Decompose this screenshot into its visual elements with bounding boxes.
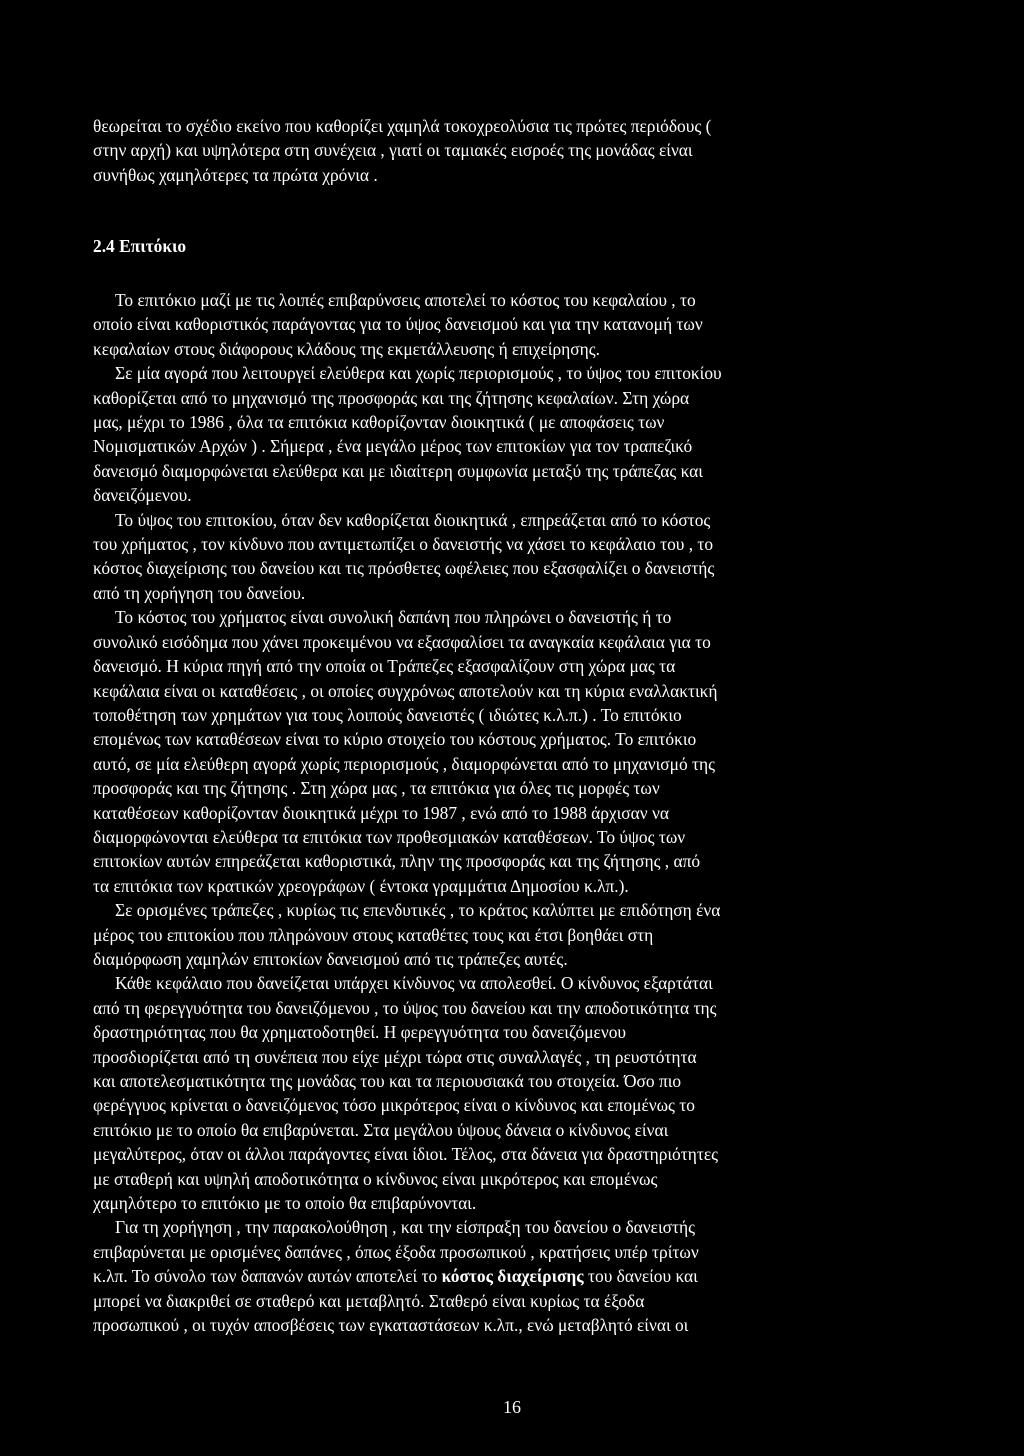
text-line: μεγαλύτερος, όταν οι άλλοι παράγοντες είναι ίδιοι. Τέλος, στα δάνεια για δραστηριότητες [93, 1144, 719, 1165]
text-line: κεφαλαίων στους διάφορους κλάδους της εκμετάλλευσης ή επιχείρησης. [93, 338, 600, 359]
text-line: καταθέσεων καθορίζονταν διοικητικά μέχρι το 1987 , ενώ από το 1988 άρχισαν να [93, 802, 669, 823]
text-line: συνήθως χαμηλότερες τα πρώτα χρόνια . [93, 164, 378, 185]
text-line: τοποθέτηση των χρημάτων για τους λοιπούς δανειστές ( ιδιώτες κ.λ.π.) . Το επιτόκιο [93, 704, 682, 725]
text-line: Το κόστος του χρήματος είναι συνολική δαπάνη που πληρώνει ο δανειστής ή το [115, 607, 672, 628]
text-line: δανεισμό διαμορφώνεται ελεύθερα και με ιδιαίτερη συμφωνία μεταξύ της τράπεζας και [93, 460, 703, 481]
text-line: στην αρχή) και υψηλότερα στη συνέχεια , γιατί οι ταμιακές εισροές της μονάδας είναι [93, 140, 693, 161]
text-line: συνολικό εισόδημα που χάνει προκειμένου να εξασφαλίσει τα αναγκαία κεφάλαια για το [93, 631, 711, 652]
emphasized-term: κόστος διαχείρισης [441, 1266, 584, 1287]
section-body [93, 288, 853, 1337]
text-line: δραστηριότητας που θα χρηματοδοτηθεί. Η φερεγγυότητα του δανειζόμενου [93, 1022, 627, 1043]
text-line: Νομισματικών Αρχών ) . Σήμερα , ένα μεγάλο μέρος των επιτοκίων για τον τραπεζικό [93, 436, 693, 457]
text-line: κόστος διαχείρισης του δανείου και τις πρόσθετες ωφέλειες που εξασφαλίζει ο δανειστής [93, 558, 715, 579]
text-line: επιβαρύνεται με ορισμένες δαπάνες , όπως έξοδα προσωπικού , κρατήσεις υπέρ τρίτων [93, 1241, 699, 1262]
text-line-emphasis: κ.λπ. Το σύνολο των δαπανών αυτών αποτελεί το κόστος διαχείρισης του δανείου και [93, 1266, 698, 1287]
text-line: φερέγγυος κρίνεται ο δανειζόμενος τόσο μικρότερος είναι ο κίνδυνος και επομένως το [93, 1095, 695, 1116]
text-line: τα επιτόκια των κρατικών χρεογράφων ( έντοκα γραμμάτια Δημοσίου κ.λπ.). [93, 875, 629, 896]
text-line: προσδιορίζεται από τη συνέπεια που είχε μέχρι τώρα στις συναλλαγές , τη ρευστότητα [93, 1046, 697, 1067]
text-line: δανειζόμενου. [93, 485, 192, 506]
text-line: χαμηλότερο το επιτόκιο με το οποίο θα επιβαρύνονται. [93, 1193, 477, 1214]
text-line: και αποτελεσματικότητα της μονάδας του και τα περιουσιακά του στοιχεία. Όσο πιο [93, 1071, 682, 1091]
text-line: Το επιτόκιο μαζί με τις λοιπές επιβαρύνσεις αποτελεί το κόστος του κεφαλαίου , το [115, 290, 696, 310]
text-line: από τη χορήγηση του δανείου. [93, 582, 306, 603]
text-line: Σε ορισμένες τράπεζες , κυρίως τις επενδυτικές , το κράτος καλύπτει με επιδότηση ένα [115, 900, 721, 921]
text-line: Το ύψος του επιτοκίου, όταν δεν καθορίζεται διοικητικά , επηρεάζεται από το κόστος [115, 509, 711, 530]
text-line: επιτοκίων αυτών επηρεάζεται καθοριστικά, πλην της προσφοράς και της ζήτησης , από [93, 851, 701, 872]
text-line: κεφάλαια είναι οι καταθέσεις , οι οποίες συγχρόνως αποτελούν και τη κύρια εναλλακτική [93, 680, 718, 701]
text-line: επιτόκιο με το οποίο θα επιβαρύνεται. Στα μεγάλου ύψους δάνεια ο κίνδυνος είναι [93, 1119, 669, 1140]
text-line: Κάθε κεφάλαιο που δανείζεται υπάρχει κίνδυνος να απολεσθεί. Ο κίνδυνος εξαρτάται [115, 973, 713, 994]
text-line: με σταθερή και υψηλή αποδοτικότητα ο κίνδυνος είναι μικρότερος και επομένως [93, 1168, 658, 1189]
text-line: καθορίζεται από το μηχανισμό της προσφοράς και της ζήτησης κεφαλαίων. Στη χώρα [93, 387, 690, 408]
text-line: οποίο είναι καθοριστικός παράγοντας για το ύψος δανεισμού και για την κατανομή των [93, 314, 703, 335]
text-line: από τη φερεγγυότητα του δανειζόμενου , το ύψος του δανείου και την αποδοτικότητα της [93, 997, 717, 1018]
text-line: προσφοράς και της ζήτησης . Στη χώρα μας , τα επιτόκια για όλες τις μορφές των [93, 778, 660, 799]
text-line: προσωπικού , οι τυχόν αποσβέσεις των εγκαταστάσεων κ.λπ., ενώ μεταβλητό είναι οι [93, 1315, 689, 1336]
text-line: μέρος του επιτοκίου που πληρώνουν στους καταθέτες τους και έτσι βοηθάει στη [93, 924, 654, 945]
text-line: μας, μέχρι το 1986 , όλα τα επιτόκια καθορίζονταν διοικητικά ( με αποφάσεις των [93, 412, 665, 433]
text-line: Για τη χορήγηση , την παρακολούθηση , και την είσπραξη του δανείου ο δανειστής [115, 1217, 695, 1238]
section-heading: 2.4 Επιτόκιο [93, 236, 187, 256]
text-line: αυτό, σε μία ελεύθερη αγορά χωρίς περιορισμούς , διαμορφώνεται από το μηχανισμό της [93, 753, 715, 774]
text-line: του χρήματος , τον κίνδυνο που αντιμετωπίζει ο δανειστής να χάσει το κεφάλαιο του , το [93, 534, 714, 555]
text-line: Σε μία αγορά που λειτουργεί ελεύθερα και χωρίς περιορισμούς , το ύψος του επιτοκίου [115, 363, 722, 384]
text-line: δανεισμό. Η κύρια πηγή από την οποία οι Τράπεζες εξασφαλίζουν στη χώρα μας τα [93, 656, 676, 677]
text-line: μπορεί να διακριθεί σε σταθερό και μεταβλητό. Σταθερό είναι κυρίως τα έξοδα [93, 1290, 645, 1311]
intro-paragraph [93, 114, 853, 187]
text-line: διαμόρφωση χαμηλών επιτοκίων δανεισμού από τις τράπεζες αυτές. [93, 948, 568, 969]
text-line: θεωρείται το σχέδιο εκείνο που καθορίζει χαμηλά τοκοχρεολύσια τις πρώτες περιόδους ( [93, 116, 712, 136]
text-line: διαμορφώνονται ελεύθερα τα επιτόκια των προθεσμιακών καταθέσεων. Το ύψος των [93, 826, 686, 847]
page-number: 16 [503, 1397, 521, 1417]
text-line: επομένως των καταθέσεων είναι το κύριο στοιχείο του κόστους χρήματος. Το επιτόκιο [93, 729, 697, 750]
